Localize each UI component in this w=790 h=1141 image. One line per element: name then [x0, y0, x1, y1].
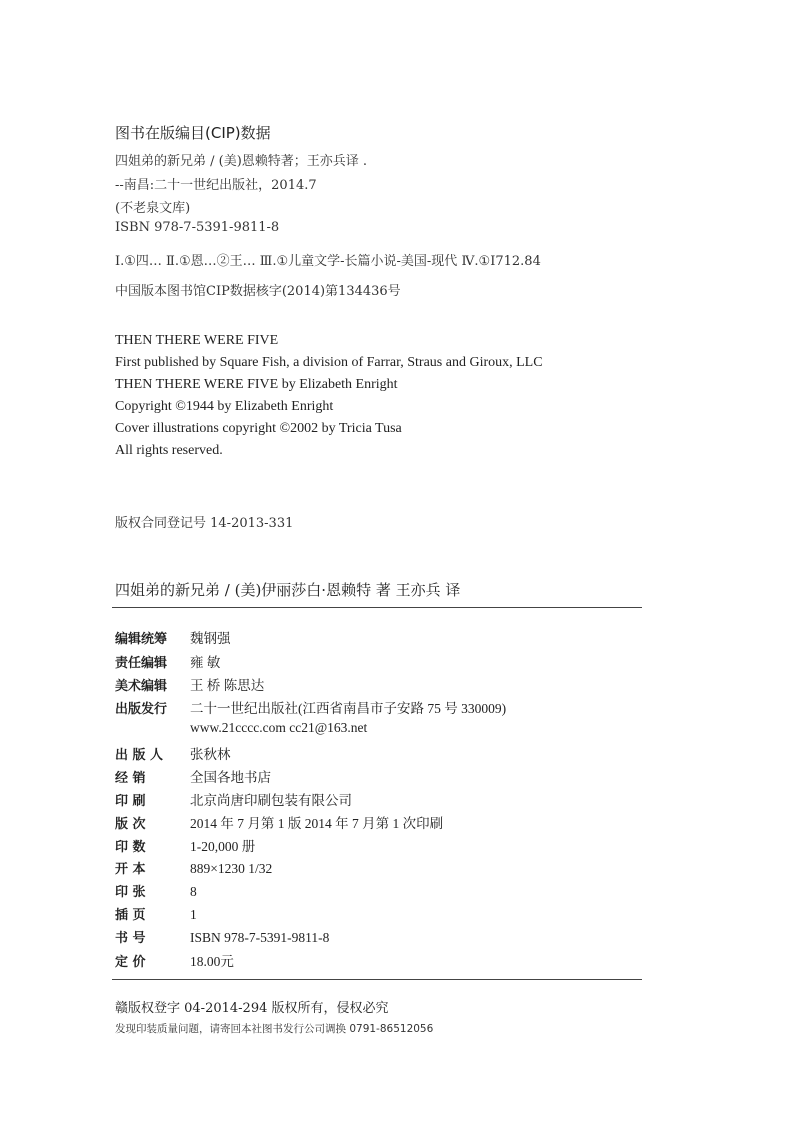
detail-label: 定 价: [115, 955, 146, 970]
footer-rights: 赣版权登字 04-2014-294 版权所有，侵权必究: [115, 1001, 389, 1016]
detail-row: [115, 950, 234, 970]
detail-value: 二十一世纪出版社(江西省南昌市子安路 75 号 330009): [190, 701, 507, 716]
credit-line: 四姐弟的新兄弟 / (美)伊丽莎白·恩赖特 著 王亦兵 译: [115, 581, 461, 599]
detail-label: 美术编辑: [115, 679, 168, 694]
cip-line-classification: Ⅰ.①四… Ⅱ.①恩…②王… Ⅲ.①儿童文学-长篇小说-美国-现代 Ⅳ.①I712.84: [115, 254, 541, 269]
detail-value: 8: [190, 884, 197, 899]
english-rights: All rights reserved.: [115, 443, 223, 458]
cip-title: 图书在版编目(CIP)数据: [115, 124, 271, 142]
detail-value: 魏钢强: [190, 631, 231, 646]
english-title-author: THEN THERE WERE FIVE by Elizabeth Enright: [115, 377, 398, 392]
detail-row: [115, 927, 329, 946]
detail-row: [115, 812, 443, 832]
detail-label: 出 版 人: [115, 748, 164, 763]
detail-row: [115, 743, 231, 763]
detail-label: 版 次: [115, 817, 146, 832]
detail-row: [115, 674, 264, 694]
detail-value: 1: [190, 907, 197, 922]
detail-value: 王 桥 陈思达: [190, 678, 265, 693]
detail-row: [115, 858, 272, 877]
detail-label: 插 页: [115, 908, 146, 923]
bottom-rule: [112, 979, 642, 980]
detail-label: 编辑统筹: [115, 632, 168, 647]
cip-line-publisher: --南昌:二十一世纪出版社，2014.7: [115, 178, 317, 193]
cip-line-cip-number: 中国版本图书馆CIP数据核字(2014)第134436号: [115, 284, 401, 299]
cip-line-series: (不老泉文库): [115, 201, 191, 216]
detail-row: [115, 627, 231, 647]
top-rule: [112, 607, 642, 608]
detail-value: 张秋林: [190, 747, 231, 762]
detail-value: 1-20,000 册: [190, 839, 256, 854]
detail-label: 经 销: [115, 771, 146, 786]
detail-value: 889×1230 1/32: [190, 861, 273, 876]
english-first-published: First published by Square Fish, a division of Farrar, Straus and Giroux, LLC: [115, 355, 543, 370]
detail-value: 雍 敏: [190, 655, 221, 670]
detail-row: [115, 835, 255, 855]
detail-row: [115, 766, 271, 786]
copyright-registration: 版权合同登记号 14-2013-331: [115, 516, 294, 531]
english-copyright: Copyright ©1944 by Elizabeth Enright: [115, 399, 334, 414]
detail-value: ISBN 978-7-5391-9811-8: [190, 930, 330, 945]
detail-label: 印 张: [115, 885, 146, 900]
detail-label: 开 本: [115, 862, 146, 877]
detail-row: [115, 881, 197, 900]
english-title: THEN THERE WERE FIVE: [115, 333, 279, 348]
detail-row: [115, 789, 352, 809]
detail-value: 北京尚唐印刷包装有限公司: [190, 793, 352, 808]
english-cover-copyright: Cover illustrations copyright ©2002 by Tricia Tusa: [115, 421, 402, 436]
footer-quality-notice: 发现印装质量问题，请寄回本社图书发行公司调换 0791-86512056: [115, 1023, 434, 1035]
detail-value: 2014 年 7 月第 1 版 2014 年 7 月第 1 次印刷: [190, 816, 444, 831]
detail-row: [115, 697, 506, 717]
detail-label: 责任编辑: [115, 656, 168, 671]
detail-value: 全国各地书店: [190, 770, 271, 785]
cip-line-title: 四姐弟的新兄弟 / (美)恩赖特著；王亦兵译 .: [115, 154, 368, 169]
detail-label: 出版发行: [115, 702, 168, 717]
detail-row: [115, 651, 220, 671]
detail-label: 印 数: [115, 840, 146, 855]
detail-label: 印 刷: [115, 794, 146, 809]
detail-label: 书 号: [115, 931, 146, 946]
detail-value: 18.00元: [190, 954, 234, 969]
cip-line-isbn: ISBN 978-7-5391-9811-8: [115, 220, 280, 235]
detail-row: [115, 904, 197, 923]
detail-value: www.21cccc.com cc21@163.net: [190, 720, 368, 735]
detail-row: [115, 720, 367, 736]
